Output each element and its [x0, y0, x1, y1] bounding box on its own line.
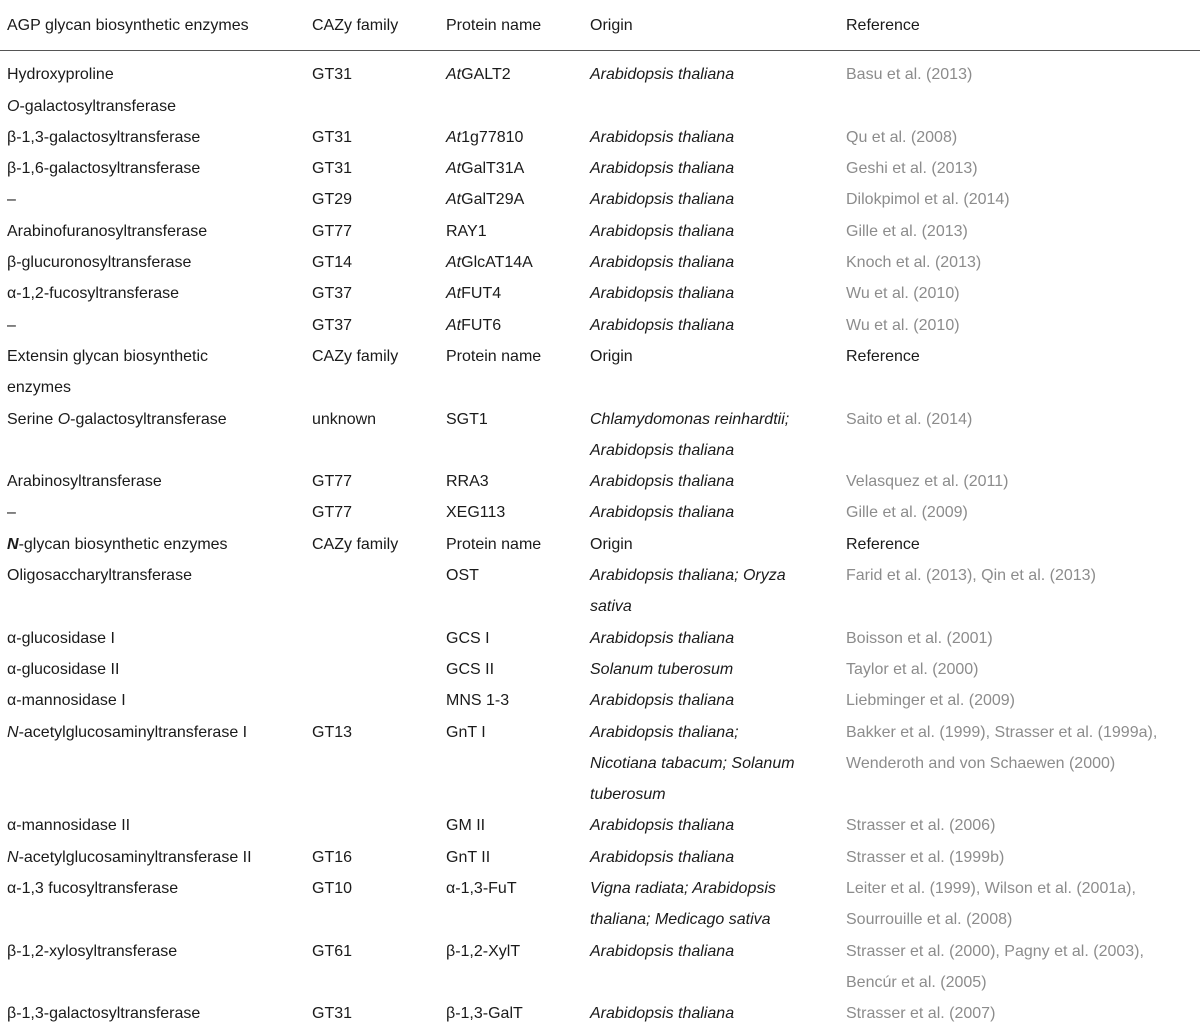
enzyme-cell: –: [7, 191, 16, 209]
cazy-cell: unknown: [312, 410, 377, 428]
protein-cell: RRA3: [446, 473, 489, 491]
enzyme-cell: –: [7, 316, 16, 334]
table-row: [0, 654, 1200, 685]
section-title: Extensin glycan biosynthetic enzymes: [7, 347, 208, 397]
reference-cell: Gille et al. (2009): [846, 504, 968, 522]
reference-cell: Basu et al. (2013): [846, 66, 973, 84]
origin-cell: Arabidopsis thaliana: [590, 128, 735, 146]
origin-cell: Arabidopsis thaliana: [590, 817, 735, 835]
origin-cell: Arabidopsis thaliana: [590, 222, 735, 240]
reference-cell: Strasser et al. (2000), Pagny et al. (2003), Bencúr et al. (2005): [846, 942, 1144, 991]
cazy-cell: [312, 560, 446, 623]
enzyme-cell: α-glucosidase II: [7, 660, 120, 678]
cazy-cell: [312, 685, 446, 716]
cazy-cell: [312, 654, 446, 685]
origin-cell: Arabidopsis thaliana: [590, 191, 735, 209]
section-title: AGP glycan biosynthetic enzymes: [0, 10, 312, 51]
table-row: [0, 247, 1200, 278]
cazy-cell: GT31: [312, 1005, 353, 1023]
reference-cell: Saito et al. (2014): [846, 410, 973, 428]
origin-cell: Arabidopsis thaliana: [590, 692, 735, 710]
origin-cell: Solanum tuberosum: [590, 660, 734, 678]
origin-cell: Arabidopsis thaliana: [590, 848, 735, 866]
table-row: [0, 998, 1200, 1029]
enzyme-cell: β-glucuronosyltransferase: [7, 254, 192, 272]
enzyme-cell: α-mannosidase II: [7, 817, 131, 835]
table-row: [0, 278, 1200, 309]
cazy-cell: GT13: [312, 723, 353, 741]
enzyme-cell: β-1,3-galactosyltransferase: [7, 128, 201, 146]
table-row: [0, 184, 1200, 215]
table-row: [0, 717, 1200, 811]
enzyme-cell: α-1,3 fucosyltransferase: [7, 880, 179, 898]
enzyme-cell: –: [7, 504, 16, 522]
protein-cell: AtGalT31A: [446, 160, 525, 178]
enzyme-cell: N-acetylglucosaminyltransferase II: [7, 848, 252, 866]
column-header-reference: Reference: [846, 535, 920, 553]
enzyme-table: [0, 10, 1200, 1030]
enzyme-cell: Oligosaccharyltransferase: [7, 567, 192, 585]
column-header-reference: Reference: [846, 10, 1200, 51]
protein-cell: AtGlcAT14A: [446, 254, 533, 272]
enzyme-cell: β-1,2-xylosyltransferase: [7, 942, 178, 960]
reference-cell: Knoch et al. (2013): [846, 254, 982, 272]
enzyme-cell: β-1,3-galactosyltransferase: [7, 1005, 201, 1023]
protein-cell: β-1,3-GalT: [446, 1005, 523, 1023]
table-row: [0, 936, 1200, 999]
cazy-cell: [312, 810, 446, 841]
protein-cell: At1g77810: [446, 128, 524, 146]
origin-cell: Arabidopsis thaliana; Oryza sativa: [590, 567, 786, 616]
table-row: [0, 497, 1200, 528]
protein-cell: β-1,2-XylT: [446, 942, 521, 960]
cazy-cell: GT31: [312, 128, 353, 146]
section-title: N-glycan biosynthetic enzymes: [7, 535, 228, 553]
enzyme-cell: α-mannosidase I: [7, 692, 126, 710]
protein-cell: OST: [446, 567, 479, 585]
table-row: [0, 560, 1200, 623]
enzyme-cell: β-1,6-galactosyltransferase: [7, 160, 201, 178]
cazy-cell: GT37: [312, 316, 353, 334]
column-header-origin: Origin: [590, 347, 633, 365]
enzyme-cell: Arabinofuranosyltransferase: [7, 222, 208, 240]
origin-cell: Arabidopsis thaliana: [590, 473, 735, 491]
cazy-cell: [312, 623, 446, 654]
reference-cell: Wu et al. (2010): [846, 285, 960, 303]
protein-cell: AtFUT4: [446, 285, 502, 303]
cazy-cell: GT77: [312, 222, 353, 240]
origin-cell: Arabidopsis thaliana: [590, 285, 735, 303]
cazy-cell: GT10: [312, 880, 353, 898]
reference-cell: Dilokpimol et al. (2014): [846, 191, 1010, 209]
column-header-cazy: CAZy family: [312, 347, 399, 365]
origin-cell: Arabidopsis thaliana: [590, 254, 735, 272]
reference-cell: Strasser et al. (2006): [846, 817, 996, 835]
origin-cell: Chlamydomonas reinhardtii; Arabidopsis thaliana: [590, 410, 790, 459]
origin-cell: Arabidopsis thaliana: [590, 629, 735, 647]
table-row: [0, 873, 1200, 936]
enzyme-cell: α-1,2-fucosyltransferase: [7, 285, 179, 303]
protein-cell: AtFUT6: [446, 316, 502, 334]
column-header-origin: Origin: [590, 10, 846, 51]
reference-cell: Bakker et al. (1999), Strasser et al. (1999a), Wenderoth and von Schaewen (2000): [846, 723, 1158, 772]
reference-cell: Qu et al. (2008): [846, 128, 958, 146]
table-row: [0, 122, 1200, 153]
table-row: [0, 51, 1200, 122]
reference-cell: Liebminger et al. (2009): [846, 692, 1015, 710]
protein-cell: RAY1: [446, 222, 487, 240]
protein-cell: GnT I: [446, 723, 486, 741]
reference-cell: Strasser et al. (1999b): [846, 848, 1005, 866]
section-header-row: [0, 529, 1200, 560]
enzyme-cell: α-glucosidase I: [7, 629, 115, 647]
protein-cell: GCS II: [446, 660, 495, 678]
table-row: [0, 685, 1200, 716]
protein-cell: SGT1: [446, 410, 488, 428]
table-header-row: [0, 10, 1200, 51]
column-header-cazy: CAZy family: [312, 535, 399, 553]
reference-cell: Geshi et al. (2013): [846, 160, 978, 178]
reference-cell: Wu et al. (2010): [846, 316, 960, 334]
table-row: [0, 466, 1200, 497]
table-row: [0, 310, 1200, 341]
table-row: [0, 810, 1200, 841]
table-row: [0, 216, 1200, 247]
column-header-reference: Reference: [846, 347, 920, 365]
cazy-cell: GT61: [312, 942, 353, 960]
table-row: [0, 623, 1200, 654]
column-header-protein: Protein name: [446, 347, 542, 365]
cazy-cell: GT37: [312, 285, 353, 303]
protein-cell: GM II: [446, 817, 486, 835]
cazy-cell: GT31: [312, 66, 353, 84]
table-row: [0, 153, 1200, 184]
table-row: [0, 842, 1200, 873]
protein-cell: GnT II: [446, 848, 491, 866]
cazy-cell: GT77: [312, 504, 353, 522]
protein-cell: GCS I: [446, 629, 490, 647]
origin-cell: Arabidopsis thaliana: [590, 160, 735, 178]
origin-cell: Arabidopsis thaliana; Nicotiana tabacum; Solanum tuberosum: [590, 723, 795, 804]
column-header-protein: Protein name: [446, 535, 542, 553]
origin-cell: Arabidopsis thaliana: [590, 1005, 735, 1023]
reference-cell: Gille et al. (2013): [846, 222, 968, 240]
protein-cell: AtGalT29A: [446, 191, 525, 209]
cazy-cell: GT14: [312, 254, 353, 272]
reference-cell: Strasser et al. (2007): [846, 1005, 996, 1023]
cazy-cell: GT31: [312, 160, 353, 178]
protein-cell: MNS 1-3: [446, 692, 510, 710]
origin-cell: Arabidopsis thaliana: [590, 316, 735, 334]
protein-cell: AtGALT2: [446, 66, 511, 84]
cazy-cell: GT77: [312, 473, 353, 491]
reference-cell: Boisson et al. (2001): [846, 629, 993, 647]
section-header-row: [0, 341, 1200, 404]
enzyme-cell: Hydroxyproline O-galactosyltransferase: [7, 66, 176, 115]
enzyme-cell: Serine O-galactosyltransferase: [7, 410, 227, 428]
reference-cell: Taylor et al. (2000): [846, 660, 979, 678]
column-header-cazy: CAZy family: [312, 10, 446, 51]
protein-cell: XEG113: [446, 504, 506, 522]
table-row: [0, 404, 1200, 467]
enzyme-cell: Arabinosyltransferase: [7, 473, 162, 491]
enzyme-cell: N-acetylglucosaminyltransferase I: [7, 723, 248, 741]
origin-cell: Arabidopsis thaliana: [590, 66, 735, 84]
column-header-protein: Protein name: [446, 10, 590, 51]
cazy-cell: GT16: [312, 848, 353, 866]
reference-cell: Leiter et al. (1999), Wilson et al. (2001a), Sourrouille et al. (2008): [846, 880, 1136, 929]
origin-cell: Arabidopsis thaliana: [590, 942, 735, 960]
origin-cell: Vigna radiata; Arabidopsis thaliana; Medicago sativa: [590, 880, 776, 929]
reference-cell: Farid et al. (2013), Qin et al. (2013): [846, 567, 1096, 585]
cazy-cell: GT29: [312, 191, 353, 209]
reference-cell: Velasquez et al. (2011): [846, 473, 1009, 491]
protein-cell: α-1,3-FuT: [446, 880, 517, 898]
origin-cell: Arabidopsis thaliana: [590, 504, 735, 522]
column-header-origin: Origin: [590, 535, 633, 553]
